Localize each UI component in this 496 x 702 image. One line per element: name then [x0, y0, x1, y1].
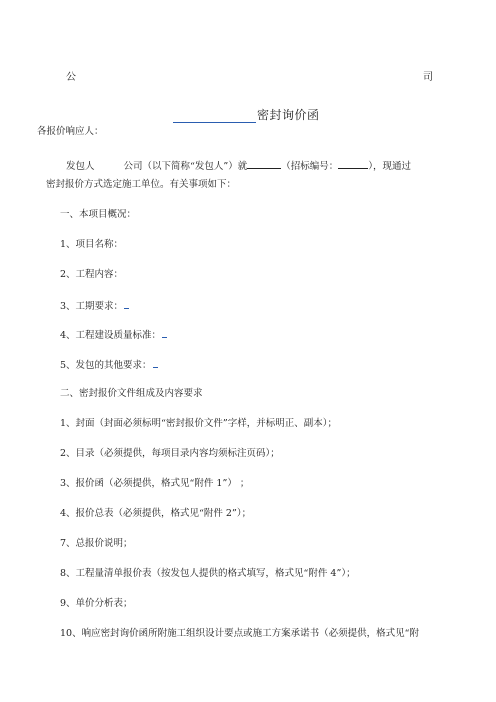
section1-item-work-content: 2、工程内容：	[60, 269, 124, 280]
section2-item-quote-letter: 3、报价函（必须提供，格式见“附件 1”） ；	[60, 478, 250, 489]
section2-item-bill: 8、工程量清单报价表（按发包人提供的格式填写，格式见“附件 4”）；	[60, 568, 356, 579]
title-blank-underline	[173, 107, 256, 123]
intro-tender-text: （招标编号：	[281, 161, 339, 172]
intro-paragraph-line-2: 密封报价方式选定施工单位。有关事项如下：	[46, 179, 237, 190]
section1-item-quality-label: 4、工程建设质量标准：	[60, 330, 162, 341]
section2-item-total-note: 7、总报价说明；	[60, 538, 133, 549]
intro-company-text: 公司（以下简称“发包人”）就	[123, 161, 248, 172]
header-company-left: 公	[66, 72, 76, 83]
document-title: 密封询价函	[257, 108, 320, 122]
section2-heading: 二、密封报价文件组成及内容要求	[60, 388, 203, 399]
section1-heading: 一、本项目概况：	[60, 209, 137, 220]
intro-issuer: 发包人	[66, 161, 95, 172]
section2-item-unit-price: 9、单价分析表；	[60, 598, 133, 609]
salutation: 各报价响应人：	[37, 126, 104, 137]
intro-paragraph-line-1	[66, 159, 411, 173]
section1-item-schedule	[60, 299, 129, 313]
section1-item-quality	[60, 328, 167, 342]
intro-tail-text: ），现通过	[368, 161, 412, 172]
title-row	[173, 107, 320, 123]
section1-item-schedule-label: 3、工期要求：	[60, 301, 124, 312]
section1-item-other	[60, 358, 158, 372]
tender-number-blank	[338, 159, 368, 169]
section1-item-project-name: 1、项目名称：	[60, 239, 124, 250]
section2-item-construction-plan: 10、响应密封询价函所附施工组织设计要点或施工方案承诺书（必须提供，格式见“附	[60, 628, 419, 639]
other-blank	[153, 358, 158, 368]
header-company-right: 司	[423, 72, 433, 83]
section2-item-toc: 2、目录（必须提供，每项目录内容均须标注页码）；	[60, 448, 280, 459]
section2-item-summary: 4、报价总表（必须提供，格式见“附件 2”）；	[60, 508, 252, 519]
section1-item-other-label: 5、发包的其他要求：	[60, 360, 152, 371]
section2-item-cover: 1、封面（封面必须标明“密封报价文件”字样，并标明正、副本）；	[60, 418, 338, 429]
project-blank	[247, 159, 281, 169]
quality-blank	[162, 328, 167, 338]
schedule-blank	[124, 299, 129, 309]
